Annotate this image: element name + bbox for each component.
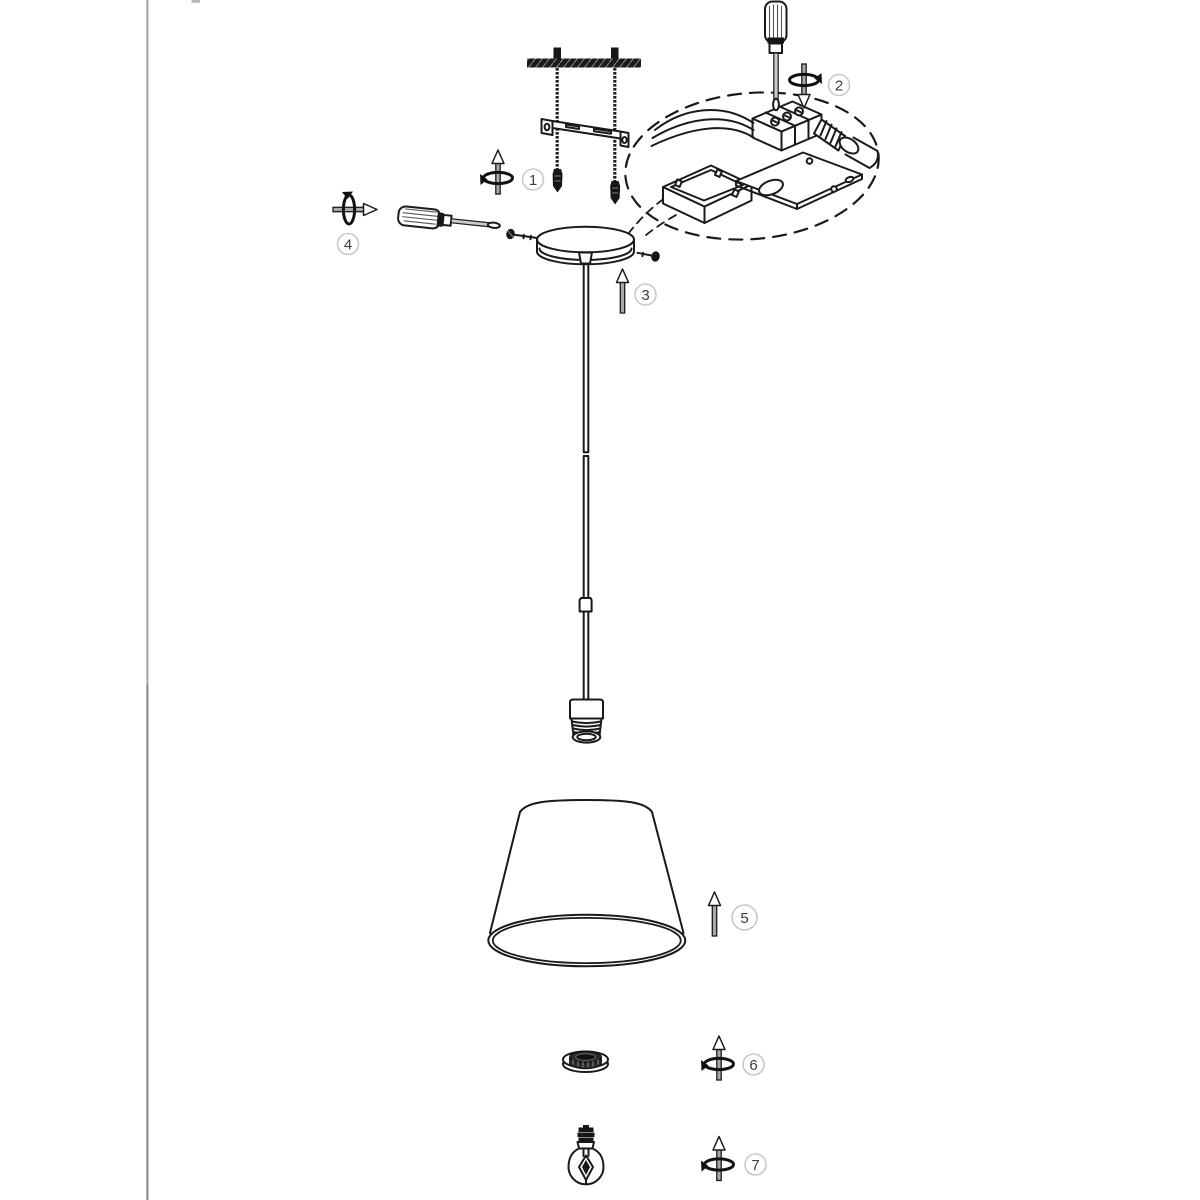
mounting-bracket xyxy=(542,119,629,147)
bubble-leader-line xyxy=(628,198,665,234)
ceiling-mounting-group xyxy=(480,48,641,205)
step-marker-7 xyxy=(745,1154,766,1175)
shade-bottom-rim xyxy=(488,915,685,967)
supply-wires xyxy=(652,110,754,146)
step-marker-6 xyxy=(743,1054,764,1075)
lamp-socket xyxy=(570,700,603,743)
step-number-7: 7 xyxy=(751,1156,760,1174)
step-number-2: 2 xyxy=(834,77,844,95)
up-arrow-icon-5 xyxy=(709,892,721,936)
canopy-cord-hub xyxy=(579,253,592,264)
step-number-1: 1 xyxy=(528,171,538,189)
step-number-3: 3 xyxy=(641,286,650,304)
step-marker-3 xyxy=(635,284,656,305)
step-number-5: 5 xyxy=(740,909,749,927)
page-edge-line-lower xyxy=(146,685,148,1200)
bubble-leader-line xyxy=(646,215,676,235)
step-marker-1 xyxy=(523,169,544,190)
rod-connector-sleeve xyxy=(580,598,592,612)
step-marker-4 xyxy=(338,234,359,255)
bolt-stub-left xyxy=(554,48,562,59)
ring-inner-hole xyxy=(576,1054,596,1061)
bolt-stub-right xyxy=(611,48,619,59)
step-marker-2 xyxy=(829,75,850,96)
canopy-screw-left xyxy=(505,228,539,240)
suspension-rod-group xyxy=(570,264,603,743)
page-edge-line xyxy=(146,0,148,685)
canopy-screw-right xyxy=(638,251,661,263)
step-number-4: 4 xyxy=(343,236,353,254)
light-bulb-group xyxy=(569,1125,767,1184)
wiring-detail-bubble xyxy=(619,2,885,250)
page-artifact xyxy=(192,0,201,3)
canopy xyxy=(537,227,634,265)
terminal-block xyxy=(753,102,822,151)
lampshade-group xyxy=(488,800,757,966)
shade-ring-group xyxy=(563,1036,764,1080)
step-number-6: 6 xyxy=(749,1056,758,1074)
mounting-plate xyxy=(736,153,862,210)
screw-rotation-icon-6 xyxy=(701,1036,734,1080)
screw-rotation-icon-4 xyxy=(333,192,377,225)
ceiling-hatch xyxy=(527,59,641,68)
wall-plug-left xyxy=(553,169,563,193)
screw-rotation-icon-7 xyxy=(701,1137,734,1181)
screwdriver-horizontal-group xyxy=(333,192,501,255)
screwdriver-horizontal-icon xyxy=(397,206,500,236)
up-arrow-icon-3 xyxy=(617,269,629,313)
step-marker-5 xyxy=(732,905,757,930)
screw-rotation-icon-1 xyxy=(480,150,513,194)
wall-plug-right xyxy=(610,181,620,205)
